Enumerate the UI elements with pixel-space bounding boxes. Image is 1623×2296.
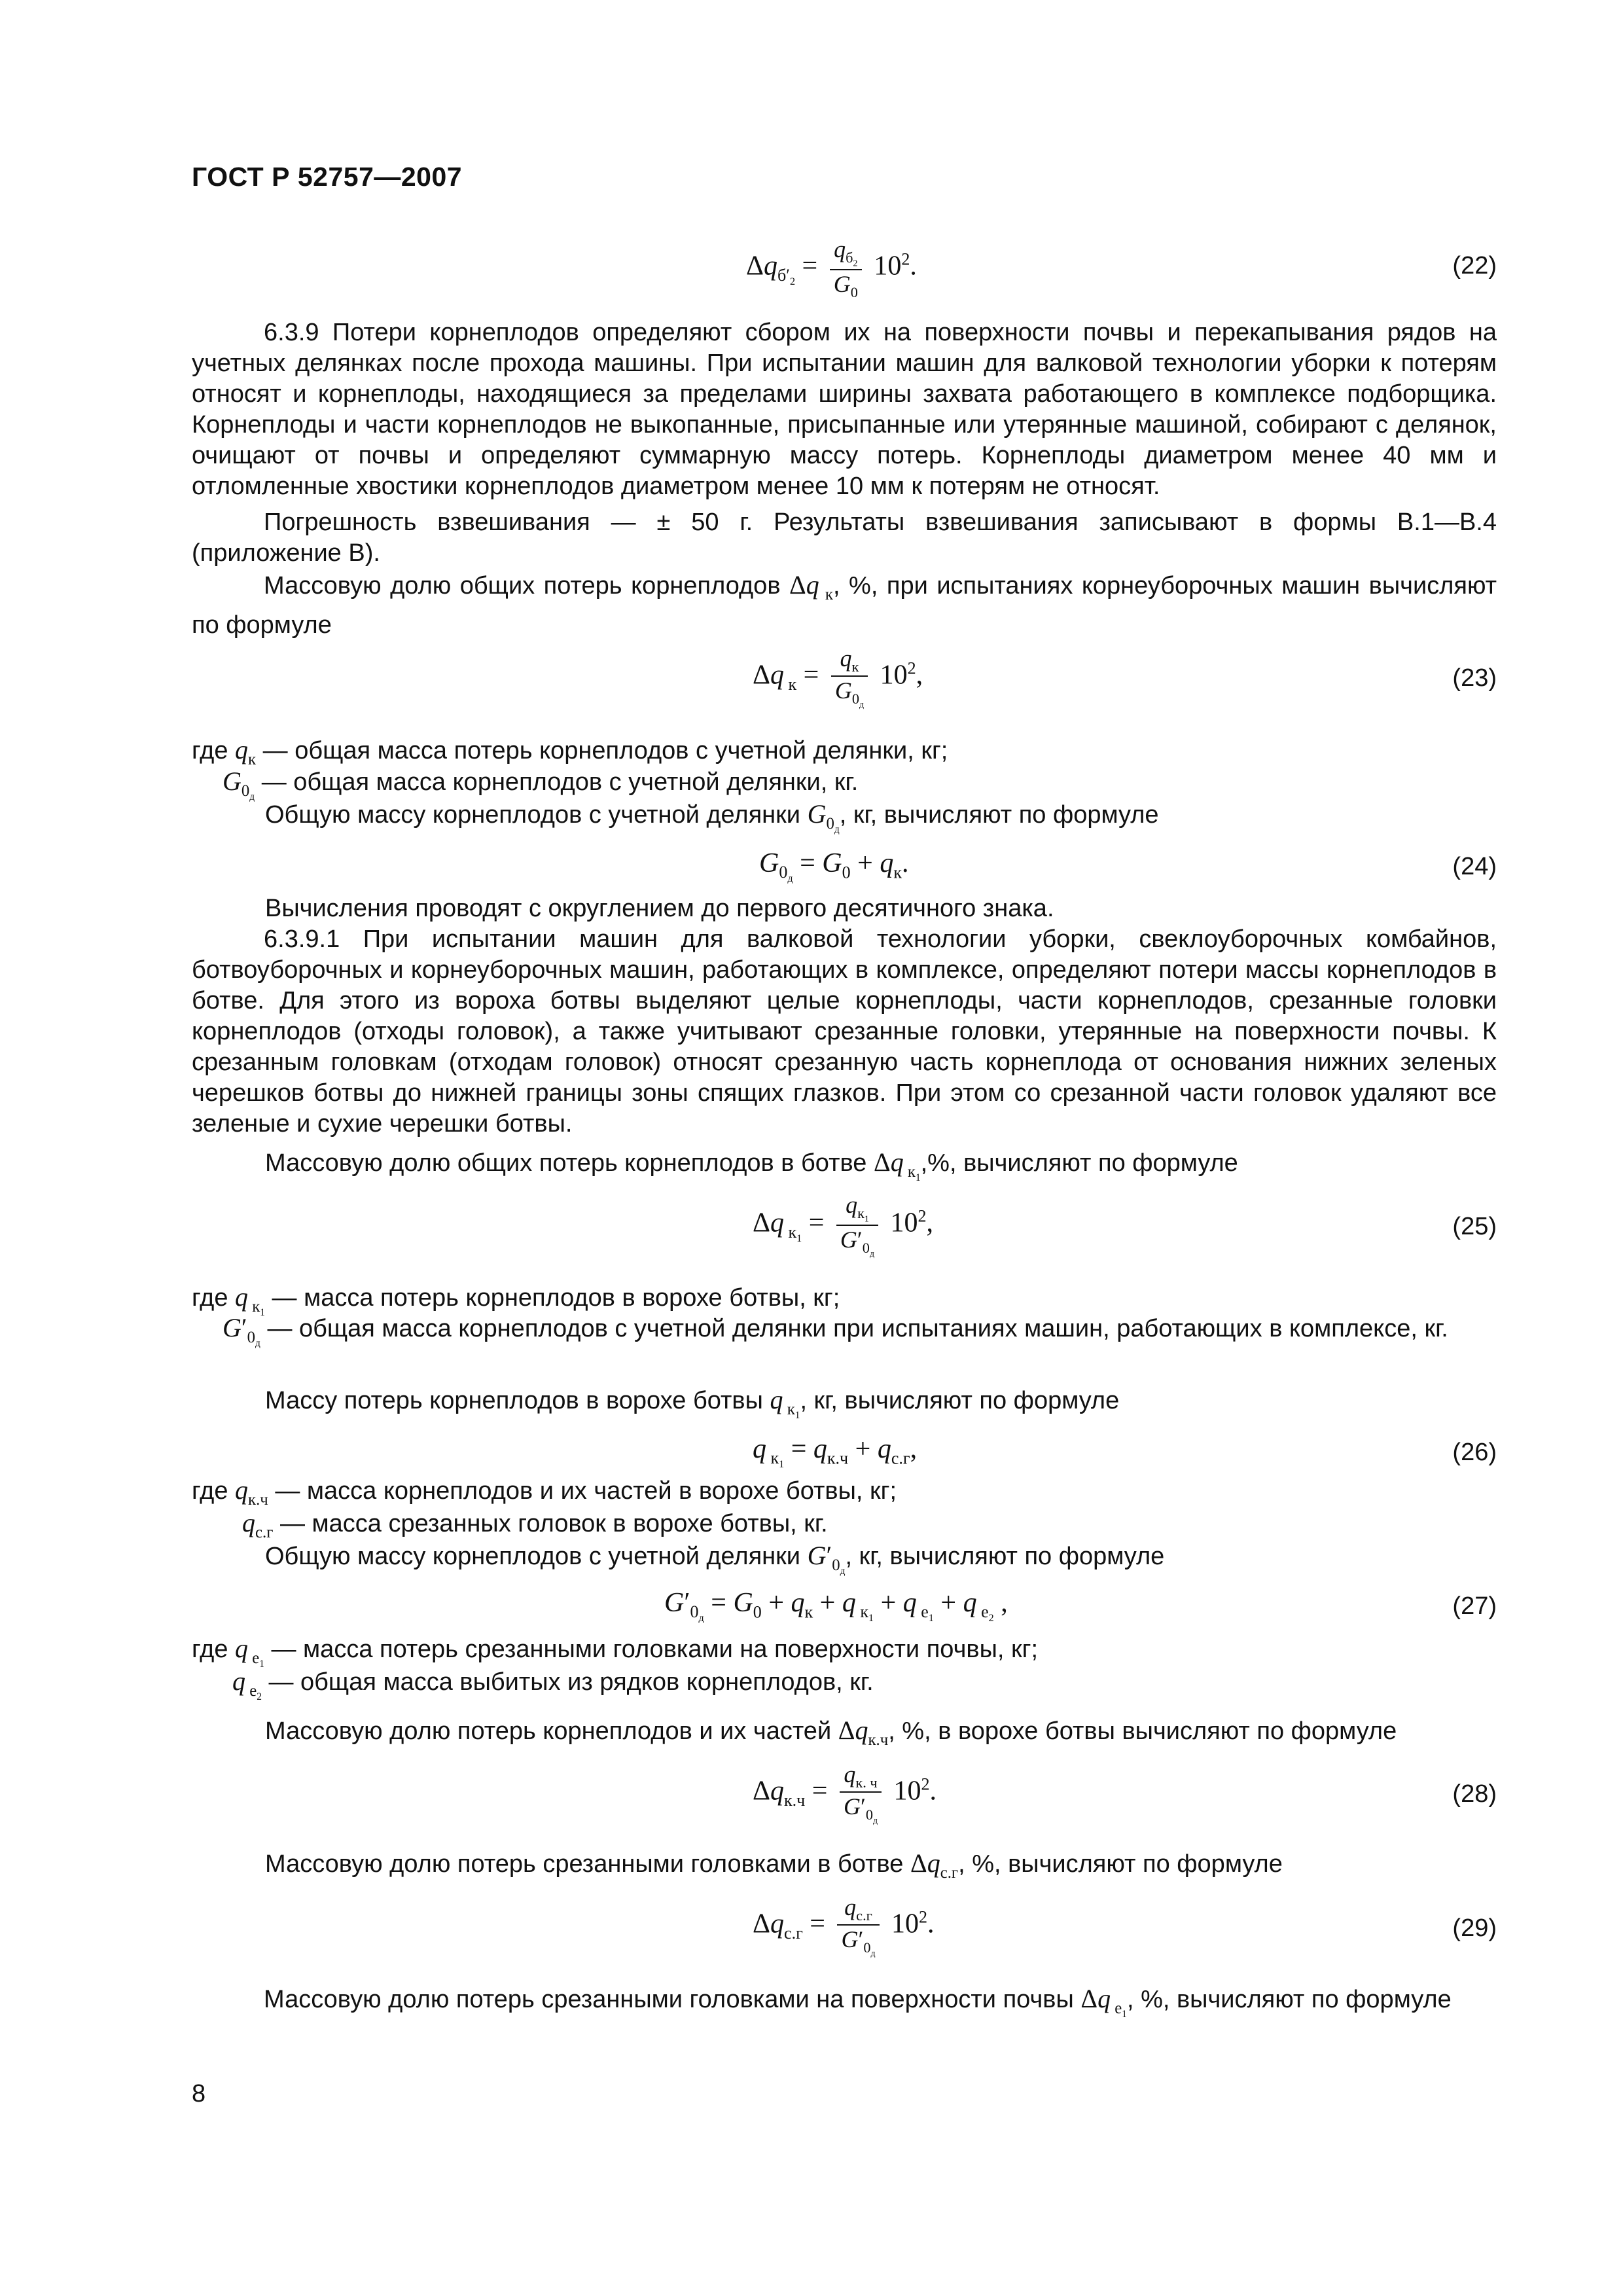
formula-23: Δq $_к$ = $\frac{q_к}{G_{0_д}}$ $10^2$, — [753, 645, 923, 709]
paragraph-mass-parts: Массовую долю потерь корнеплодов и их частей $\Delta q_{к.ч}$, %, в ворохе ботвы вычисляют по формуле — [265, 1715, 1397, 1749]
equation-number-29: (29) — [1452, 1914, 1497, 1942]
mass-parts-a: Массовую долю потерь корнеплодов и их частей — [265, 1717, 832, 1745]
where-g0d: $G_{0_д}$ — общая масса корнеплодов с учетной делянки, кг. — [223, 766, 859, 802]
total-mass2-a: Общую массу корнеплодов с учетной делянки — [265, 1543, 801, 1570]
mass-soil-b: , %, вычисляют по формуле — [1126, 1986, 1452, 2013]
formula-25: Δq $_{к_1}$ = $\frac{q_{к_1}}{G'_{0_д}}$ $10^2$, — [753, 1192, 934, 1259]
where-qe1: где q $_{е_1}$ — масса потерь срезанными головками на поверхности почвы, кг; — [192, 1634, 1039, 1670]
mass-top-a: Массовую долю общих потерь корнеплодов в ботве — [265, 1149, 867, 1177]
where-qe2-text: — общая масса выбитых из рядков корнеплодов, кг. — [268, 1668, 874, 1696]
mass-soil-a: Массовую долю потерь срезанными головками на поверхности почвы — [264, 1986, 1074, 2013]
paragraph-mass-top: Массовую долю общих потерь корнеплодов в ботве Δq $_{к_1}$,%, вычисляют по формуле — [265, 1147, 1238, 1183]
equation-number-28: (28) — [1452, 1780, 1497, 1808]
mass-parts-b: , %, в ворохе ботвы вычисляют по формуле — [888, 1717, 1397, 1745]
where-qe1-text: — масса потерь срезанными головками на поверхности почвы, кг; — [271, 1636, 1039, 1663]
formula-22: $\Delta q_{б'_2}$ = $\frac{q_{б_2}}{G_0}$ $10^2$. — [746, 236, 917, 300]
where-qsg-text: — масса срезанных головок в ворохе ботвы, кг. — [279, 1510, 828, 1537]
total-mass2-b: , кг, вычисляют по формуле — [845, 1543, 1165, 1570]
page-number: 8 — [192, 2080, 206, 2108]
where-qk-text: — общая масса потерь корнеплодов с учетной делянки, кг; — [262, 737, 948, 764]
paragraph-total-mass2: Общую массу корнеплодов с учетной делянки $G'_{0_д}$, кг, вычисляют по формуле — [265, 1541, 1165, 1577]
paragraph-rounding: Вычисления проводят с округлением до первого десятичного знака. — [265, 895, 1054, 922]
where-qe2: q $_{е_2}$ — общая масса выбитых из рядков корнеплодов, кг. — [232, 1666, 874, 1702]
equation-number-26: (26) — [1452, 1439, 1497, 1466]
where-qsg: $q_{с.г}$ — масса срезанных головок в ворохе ботвы, кг. — [242, 1508, 828, 1541]
paragraph-loss-top: Массу потерь корнеплодов в ворохе ботвы q $_{к_1}$, кг, вычисляют по формуле — [265, 1385, 1120, 1421]
mass-heads-b: , %, вычисляют по формуле — [958, 1850, 1283, 1878]
where-label: где — [192, 1477, 228, 1505]
paragraph-6-3-9: 6.3.9 Потери корнеплодов определяют сбором их на поверхности почвы и перекапывания рядов на учетных делянках после прохода машины. При испытании машин для валковой технологии уборки к потерям относят и корнеплоды, находящиеся за пределами ширины захвата работающего в комплексе подборщика. Корнеплоды и части корнеплодов не выкопанные, присыпанные или утерянные машиной, собирают с делянок, очищают от почвы и определяют суммарную массу потерь. Корнеплоды диаметром менее 40 мм и отломленные хвостики корнеплодов диаметром менее 10 мм к потерям не относят. — [192, 319, 1497, 500]
mass-heads-a: Массовую долю потерь срезанными головками в ботве — [265, 1850, 904, 1878]
where-qk: где $q_к$ — общая масса потерь корнеплодов с учетной делянки, кг; — [192, 735, 948, 768]
where-qk1: где q $_{к_1}$ — масса потерь корнеплодов в ворохе ботвы, кг; — [192, 1282, 840, 1318]
paragraph-mass-total: Массовую долю общих потерь корнеплодов Δq $_к$, %, при испытаниях корнеуборочных машин вычисляют по формуле — [192, 570, 1497, 639]
where-qk1-text: — масса потерь корнеплодов в ворохе ботвы, кг; — [272, 1284, 840, 1312]
paragraph-total-mass: Общую массу корнеплодов с учетной делянки $G_{0_д}$, кг, вычисляют по формуле — [265, 799, 1159, 835]
equation-number-22: (22) — [1452, 252, 1497, 279]
where-label: где — [192, 1636, 228, 1663]
total-mass-a: Общую массу корнеплодов с учетной делянки — [265, 801, 801, 829]
paragraph-mass-total-b: , %, при испытаниях корнеуборочных машин вычисляют по формуле — [192, 572, 1497, 639]
where-g0d-prime: $G'_{0_д}$ — общая масса корнеплодов с учетной делянки при испытаниях машин, работающих в комплексе, кг. — [223, 1313, 1448, 1349]
where-label: где — [192, 1284, 228, 1312]
formula-26: q $_{к_1} = q_{к.ч} + q_{с.г}$, — [753, 1434, 918, 1471]
equation-number-25: (25) — [1452, 1213, 1497, 1240]
paragraph-weighing: Погрешность взвешивания — ± 50 г. Результаты взвешивания записывают в формы В.1—В.4 (приложение В). — [192, 509, 1497, 567]
formula-24: $G_{0_д} = G_0 + q_к$. — [759, 848, 909, 885]
formula-28: $\Delta q_{к.ч}$ = $\frac{q_{к. ч}}{G'_{0_д}}$ $10^2$. — [753, 1761, 937, 1825]
paragraph-mass-total-a: Массовую долю общих потерь корнеплодов — [264, 572, 781, 600]
document-header: ГОСТ Р 52757—2007 — [192, 162, 463, 192]
paragraph-6-3-9-1: 6.3.9.1 При испытании машин для валковой технологии уборки, свеклоуборочных комбайнов, ботвоуборочных и корнеуборочных машин, работающих в комплексе, определяют потери массы корнеплодов в ботве. Для этого из вороха ботвы выделяют целые корнеплоды, части корнеплодов, срезанные головки корнеплодов (отходы головок), а также учитывают срезанные головки, утерянные на поверхности почвы. К срезанным головкам (отходам головок) относят срезанную часть корнеплода от основания нижних зеленых черешков ботвы до нижней границы зоны спящих глазков. При этом со срезанной части головок удаляют все зеленые и сухие черешки ботвы. — [192, 925, 1497, 1138]
paragraph-mass-soil: Массовую долю потерь срезанными головками на поверхности почвы Δq $_{е_1}$, %, вычисляют по формуле — [264, 1984, 1452, 2020]
formula-29: $\Delta q_{с.г}$ = $\frac{q_{с.г}}{G'_{0_д}}$ $10^2$. — [753, 1894, 935, 1958]
where-g0d-text: — общая масса корнеплодов с учетной делянки, кг. — [261, 768, 859, 796]
equation-number-24: (24) — [1452, 853, 1497, 880]
where-qkch-text: — масса корнеплодов и их частей в ворохе ботвы, кг; — [275, 1477, 897, 1505]
formula-27: $G'_{0_д} = G_0 + q_к + q$ $_{к_1}$ + q $_{е_1}$ + q $_{е_2}$ , — [664, 1588, 1008, 1624]
equation-number-27: (27) — [1452, 1592, 1497, 1620]
loss-top-a: Массу потерь корнеплодов в ворохе ботвы — [265, 1387, 763, 1414]
equation-number-23: (23) — [1452, 664, 1497, 692]
loss-top-b: , кг, вычисляют по формуле — [800, 1387, 1120, 1414]
where-qkch: где $q_{к.ч}$ — масса корнеплодов и их частей в ворохе ботвы, кг; — [192, 1475, 897, 1509]
where-g0d-prime-text: — общая масса корнеплодов с учетной делянки при испытаниях машин, работающих в комплексе, кг. — [267, 1315, 1448, 1342]
mass-top-b: ,%, вычисляют по формуле — [920, 1149, 1238, 1177]
total-mass-b: , кг, вычисляют по формуле — [839, 801, 1159, 829]
where-label: где — [192, 737, 228, 764]
paragraph-mass-heads: Массовую долю потерь срезанными головками в ботве $\Delta q_{с.г}$, %, вычисляют по формуле — [265, 1848, 1283, 1882]
